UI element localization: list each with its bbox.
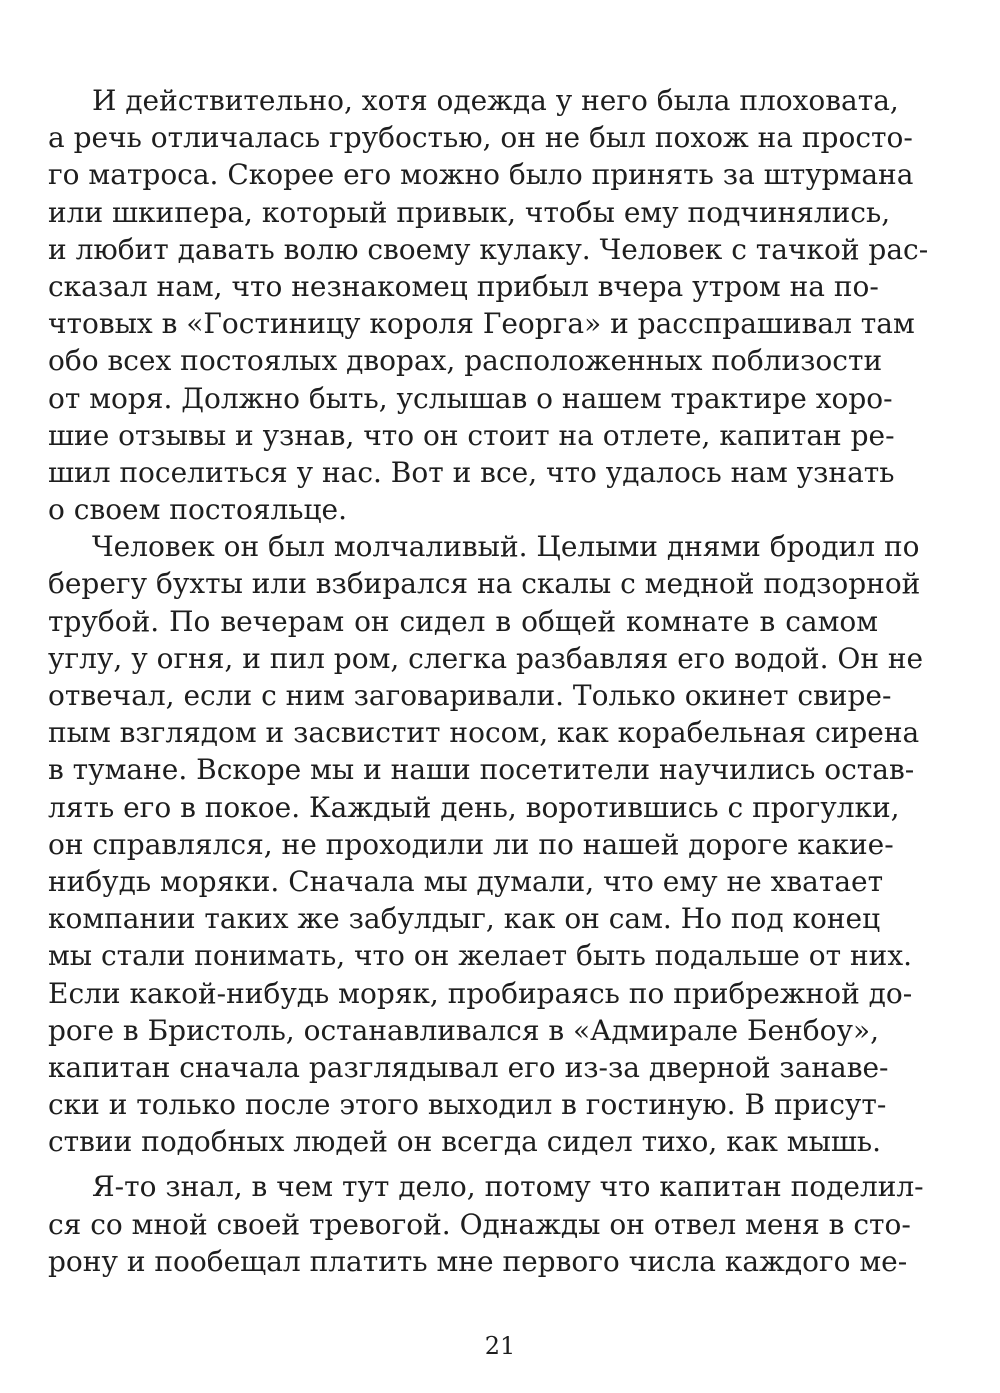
text-line: нибудь моряки. Сначала мы думали, что ему не хватает — [48, 864, 884, 898]
paragraph-2 — [48, 528, 924, 1160]
text-line: а речь отличалась грубостью, он не был похож на просто- — [48, 121, 913, 155]
body-text — [48, 82, 929, 1280]
text-line: мы стали понимать, что он желает быть подальше от них. — [48, 939, 913, 973]
text-line: сказал нам, что незнакомец прибыл вчера утром на по- — [48, 269, 879, 303]
text-line: го матроса. Скорее его можно было принять за штурмана — [48, 158, 914, 192]
text-line: ски и только после этого выходил в гостиную. В присут- — [48, 1088, 887, 1122]
text-line: ся со мной своей тревогой. Однажды он отвел меня в сто- — [48, 1207, 911, 1241]
text-line: капитан сначала разглядывал его из-за дверной занаве- — [48, 1050, 889, 1084]
text-line: ствии подобных людей он всегда сидел тихо, как мышь. — [48, 1125, 882, 1159]
text-line: шил поселиться у нас. Вот и все, что удалось нам узнать — [48, 455, 895, 489]
text-line: Человек он был молчаливый. Целыми днями бродил по — [92, 530, 920, 564]
text-line: лять его в покое. Каждый день, воротившись с прогулки, — [48, 790, 900, 824]
text-line: Я-то знал, в чем тут дело, потому что капитан поделил- — [92, 1170, 924, 1204]
text-line: пым взглядом и засвистит носом, как корабельная сирена — [48, 716, 920, 750]
text-line: отвечал, если с ним заговаривали. Только окинет свире- — [48, 679, 892, 712]
text-line: берегу бухты или взбирался на скалы с медной подзорной — [48, 567, 921, 601]
text-line: от моря. Должно быть, услышав о нашем трактире хоро- — [48, 381, 893, 415]
text-line: обо всех постоялых дворах, расположенных поблизости — [48, 344, 883, 378]
text-line: чтовых в «Гостиницу короля Георга» и расспрашивал там — [48, 307, 915, 341]
text-line: углу, у огня, и пил ром, слегка разбавляя его водой. Он не — [48, 641, 924, 675]
text-line: компании таких же забулдыг, как он сам. Но под конец — [48, 902, 881, 936]
text-line: рону и пообещал платить мне первого числа каждого ме- — [48, 1244, 908, 1278]
text-line: И действительно, хотя одежда у него была плоховата, — [92, 84, 899, 117]
text-line: в тумане. Вскоре мы и наши посетители научились остав- — [48, 753, 915, 787]
paragraph-spacer — [48, 1160, 878, 1168]
text-line: о своем постояльце. — [48, 493, 348, 527]
text-line: шие отзывы и узнав, что он стоит на отлете, капитан ре- — [48, 418, 895, 452]
paragraph-3 — [48, 1168, 924, 1280]
text-line: и любит давать волю своему кулаку. Человек с тачкой рас- — [48, 232, 929, 266]
page-number: 21 — [484, 1332, 516, 1360]
text-line: он справлялся, не проходили ли по нашей дороге какие- — [48, 827, 894, 861]
text-line: трубой. По вечерам он сидел в общей комнате в самом — [48, 604, 878, 638]
text-line: или шкипера, который привык, чтобы ему подчинялись, — [48, 195, 891, 229]
paragraph-1 — [48, 82, 929, 528]
text-line: Если какой-нибудь моряк, пробираясь по прибрежной до- — [48, 976, 913, 1010]
text-line: роге в Бристоль, останавливался в «Адмирале Бенбоу», — [48, 1013, 879, 1047]
